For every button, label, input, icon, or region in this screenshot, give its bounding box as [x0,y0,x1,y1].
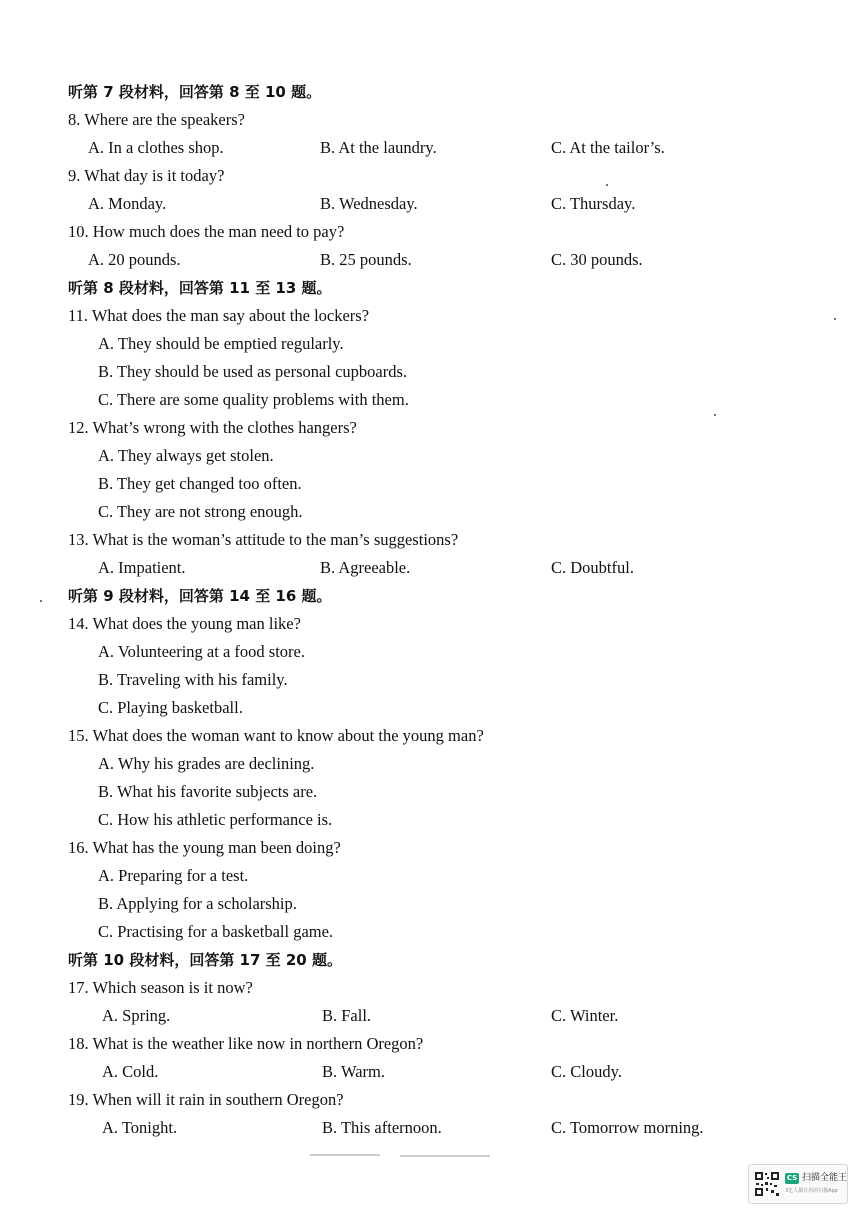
question-text: 11. What does the man say about the lockers? [68,306,370,325]
options-row [0,1058,860,1086]
option-b: B. Applying for a scholarship. [98,894,297,913]
option-line [0,358,860,386]
question-stem [0,974,860,1002]
scan-speck [606,184,608,186]
option-c: C. Cloudy. [551,1062,622,1081]
question-stem [0,834,860,862]
option-b: B. 25 pounds. [320,250,412,269]
option-a: A. Monday. [88,194,167,213]
option-line [0,862,860,890]
option-a: A. Tonight. [102,1118,178,1137]
option-c: C. Practising for a basketball game. [98,922,334,941]
question-stem [0,526,860,554]
question-text: 12. What’s wrong with the clothes hangers? [68,418,357,437]
option-a: A. 20 pounds. [88,250,181,269]
option-c: C. They are not strong enough. [98,502,303,521]
option-b: B. At the laundry. [320,138,437,157]
option-b: B. Warm. [322,1062,385,1081]
section-header-text: 听第 7 段材料，回答第 8 至 10 题。 [68,83,322,101]
option-c: C. Tomorrow morning. [551,1118,704,1137]
option-c: C. Winter. [551,1006,619,1025]
question-text: 15. What does the woman want to know about the young man? [68,726,484,745]
option-b: B. Traveling with his family. [98,670,288,689]
option-a: A. They should be emptied regularly. [98,334,344,353]
option-b: B. They get changed too often. [98,474,302,493]
option-b: B. Agreeable. [320,558,411,577]
option-a: A. Why his grades are declining. [98,754,315,773]
option-a: A. Volunteering at a food store. [98,642,305,661]
option-a: A. They always get stolen. [98,446,274,465]
option-b: B. What his favorite subjects are. [98,782,318,801]
question-text: 14. What does the young man like? [68,614,301,633]
option-line [0,694,860,722]
option-line [0,750,860,778]
scan-smudge [310,1154,380,1156]
option-line [0,442,860,470]
question-text: 17. Which season is it now? [68,978,253,997]
option-b: B. Wednesday. [320,194,418,213]
question-stem [0,162,860,190]
question-stem [0,1030,860,1058]
section-header-text: 听第 9 段材料，回答第 14 至 16 题。 [68,587,332,605]
badge-brand: 扫描全能王 [802,1173,848,1183]
section-header [0,582,860,610]
question-text: 16. What has the young man been doing? [68,838,341,857]
options-row [0,1002,860,1030]
question-text: 10. How much does the man need to pay? [68,222,345,241]
qr-code-icon [754,1171,780,1197]
options-row [0,190,860,218]
option-a: A. Preparing for a test. [98,866,249,885]
option-a: A. Impatient. [98,558,186,577]
options-row [0,134,860,162]
question-stem [0,722,860,750]
option-line [0,638,860,666]
section-header [0,78,860,106]
question-stem [0,218,860,246]
section-header [0,946,860,974]
option-line [0,890,860,918]
option-line [0,918,860,946]
scan-speck [834,318,836,320]
question-stem [0,610,860,638]
section-header-text: 听第 10 段材料，回答第 17 至 20 题。 [68,951,342,969]
option-line [0,498,860,526]
option-c: C. 30 pounds. [551,250,643,269]
option-a: A. Cold. [102,1062,159,1081]
option-line [0,470,860,498]
option-c: C. How his athletic performance is. [98,810,333,829]
scanner-watermark-badge [748,1164,848,1204]
question-text: 19. When will it rain in southern Oregon? [68,1090,344,1109]
section-header [0,274,860,302]
option-line [0,806,860,834]
options-row [0,1114,860,1142]
option-b: B. This afternoon. [322,1118,442,1137]
question-text: 9. What day is it today? [68,166,225,185]
scan-smudge [400,1155,490,1157]
camscanner-logo-icon: CS [786,1174,798,1182]
options-row [0,554,860,582]
question-text: 8. Where are the speakers? [68,110,245,129]
option-c: C. There are some quality problems with them. [98,390,409,409]
question-stem [0,414,860,442]
option-line [0,778,860,806]
option-c: C. Doubtful. [551,558,634,577]
question-stem [0,1086,860,1114]
section-header-text: 听第 8 段材料，回答第 11 至 13 题。 [68,279,332,297]
question-stem [0,302,860,330]
scan-speck [714,414,716,416]
option-c: C. At the tailor’s. [551,138,665,157]
badge-tagline: 3亿人都在用的扫描App [785,1188,838,1194]
question-text: 13. What is the woman’s attitude to the man’s suggestions? [68,530,459,549]
option-a: A. In a clothes shop. [88,138,224,157]
question-stem [0,106,860,134]
option-c: C. Thursday. [551,194,636,213]
option-line [0,386,860,414]
option-line [0,666,860,694]
option-c: C. Playing basketball. [98,698,243,717]
question-text: 18. What is the weather like now in northern Oregon? [68,1034,424,1053]
option-b: B. They should be used as personal cupboards. [98,362,408,381]
scan-speck [40,600,42,602]
options-row [0,246,860,274]
option-line [0,330,860,358]
option-b: B. Fall. [322,1006,372,1025]
option-a: A. Spring. [102,1006,171,1025]
